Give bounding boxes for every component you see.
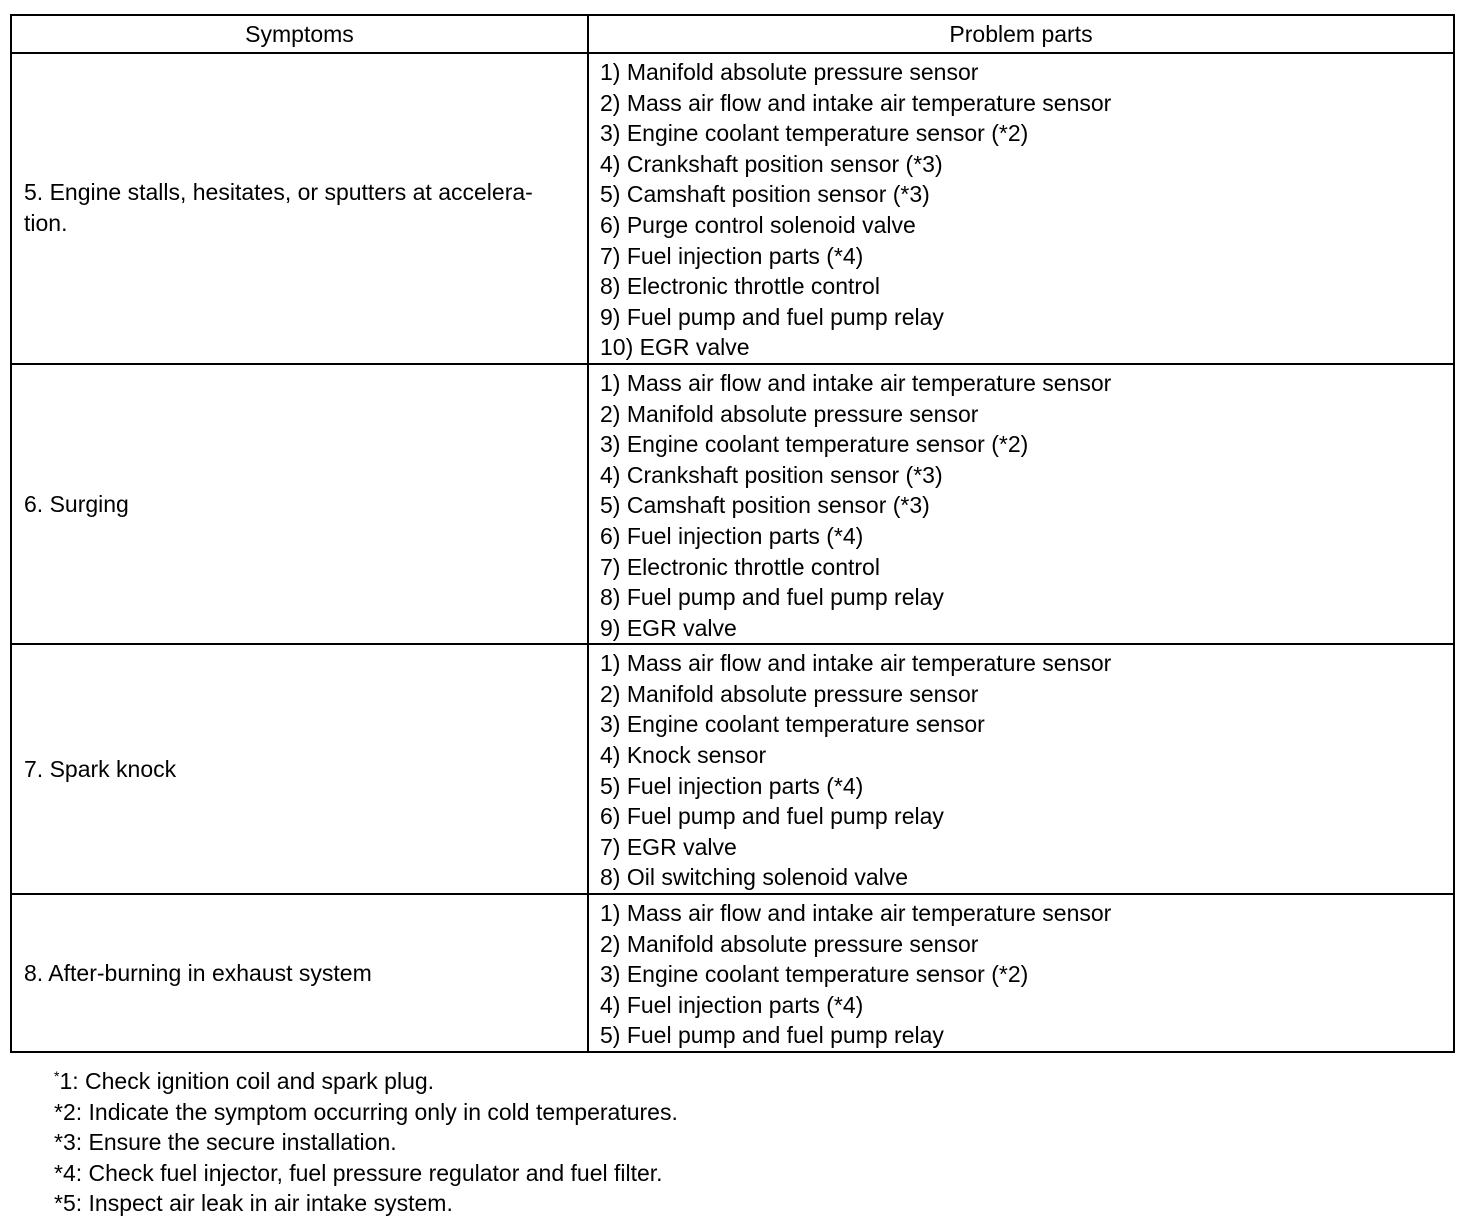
part-item: 4) Fuel injection parts (*4) [600,991,864,1018]
symptom-cell: 5. Engine stalls, hesitates, or sputters at accelera-tion. [11,53,588,364]
part-item: 5) Camshaft position sensor (*3) [600,181,930,208]
part-item: 2) Mass air flow and intake air temperature sensor [600,89,1112,116]
part-item: 9) Fuel pump and fuel pump relay [600,303,944,330]
problem-parts-cell [588,644,1454,894]
table-row [11,894,1454,1052]
part-item: 4) Crankshaft position sensor (*3) [600,150,943,177]
part-item: 7) Electronic throttle control [600,553,880,580]
footnote-5: *5: Inspect air leak in air intake system. [54,1190,453,1217]
part-item: 2) Manifold absolute pressure sensor [600,930,979,957]
symptom-cell: 8. After-burning in exhaust system [11,894,588,1052]
part-item: 3) Engine coolant temperature sensor [600,711,985,738]
symptom-table [10,14,1455,1053]
table-row [11,364,1454,644]
part-item: 6) Fuel injection parts (*4) [600,522,864,549]
footnote-4: *4: Check fuel injector, fuel pressure regulator and fuel filter. [54,1159,663,1186]
problem-parts-cell [588,894,1454,1052]
part-item: 10) EGR valve [600,334,750,361]
table-row [11,644,1454,894]
symptoms-header: Symptoms [11,15,588,53]
footnote-1 [54,1066,678,1097]
symptom-cell: 6. Surging [11,364,588,644]
footnote-1-mark: * [54,1068,60,1084]
part-item: 7) Fuel injection parts (*4) [600,242,864,269]
part-item: 5) Fuel injection parts (*4) [600,772,864,799]
part-item: 2) Manifold absolute pressure sensor [600,400,979,427]
part-item: 3) Engine coolant temperature sensor (*2) [600,120,1029,147]
part-item: 3) Engine coolant temperature sensor (*2) [600,431,1029,458]
part-item: 4) Knock sensor [600,742,767,769]
part-item: 5) Fuel pump and fuel pump relay [600,1022,944,1049]
part-item: 8) Oil switching solenoid valve [600,864,909,891]
part-item: 4) Crankshaft position sensor (*3) [600,461,943,488]
part-item: 1) Manifold absolute pressure sensor [600,59,979,85]
part-item: 1) Mass air flow and intake air temperature sensor [600,650,1112,677]
table-row [11,53,1454,364]
footnote-3: *3: Ensure the secure installation. [54,1129,397,1156]
part-item: 1) Mass air flow and intake air temperature sensor [600,369,1112,396]
part-item: 6) Purge control solenoid valve [600,211,916,238]
problem-parts-cell [588,364,1454,644]
footnote-1-text: 1: Check ignition coil and spark plug. [59,1068,435,1094]
part-item: 8) Electronic throttle control [600,273,880,300]
part-item: 3) Engine coolant temperature sensor (*2) [600,961,1029,988]
part-item: 6) Fuel pump and fuel pump relay [600,803,944,830]
footnotes [54,1066,678,1219]
symptom-cell: 7. Spark knock [11,644,588,894]
problem-parts-header: Problem parts [588,15,1454,53]
table-header-row [11,15,1454,53]
part-item: 8) Fuel pump and fuel pump relay [600,584,944,611]
part-item: 9) EGR valve [600,614,737,641]
part-item: 5) Camshaft position sensor (*3) [600,492,930,519]
part-item: 7) EGR valve [600,833,737,860]
troubleshooting-sheet [10,14,1453,1053]
problem-parts-cell [588,53,1454,364]
part-item: 1) Mass air flow and intake air temperature sensor [600,900,1112,927]
footnote-2: *2: Indicate the symptom occurring only in cold temperatures. [54,1098,678,1125]
part-item: 2) Manifold absolute pressure sensor [600,680,979,707]
